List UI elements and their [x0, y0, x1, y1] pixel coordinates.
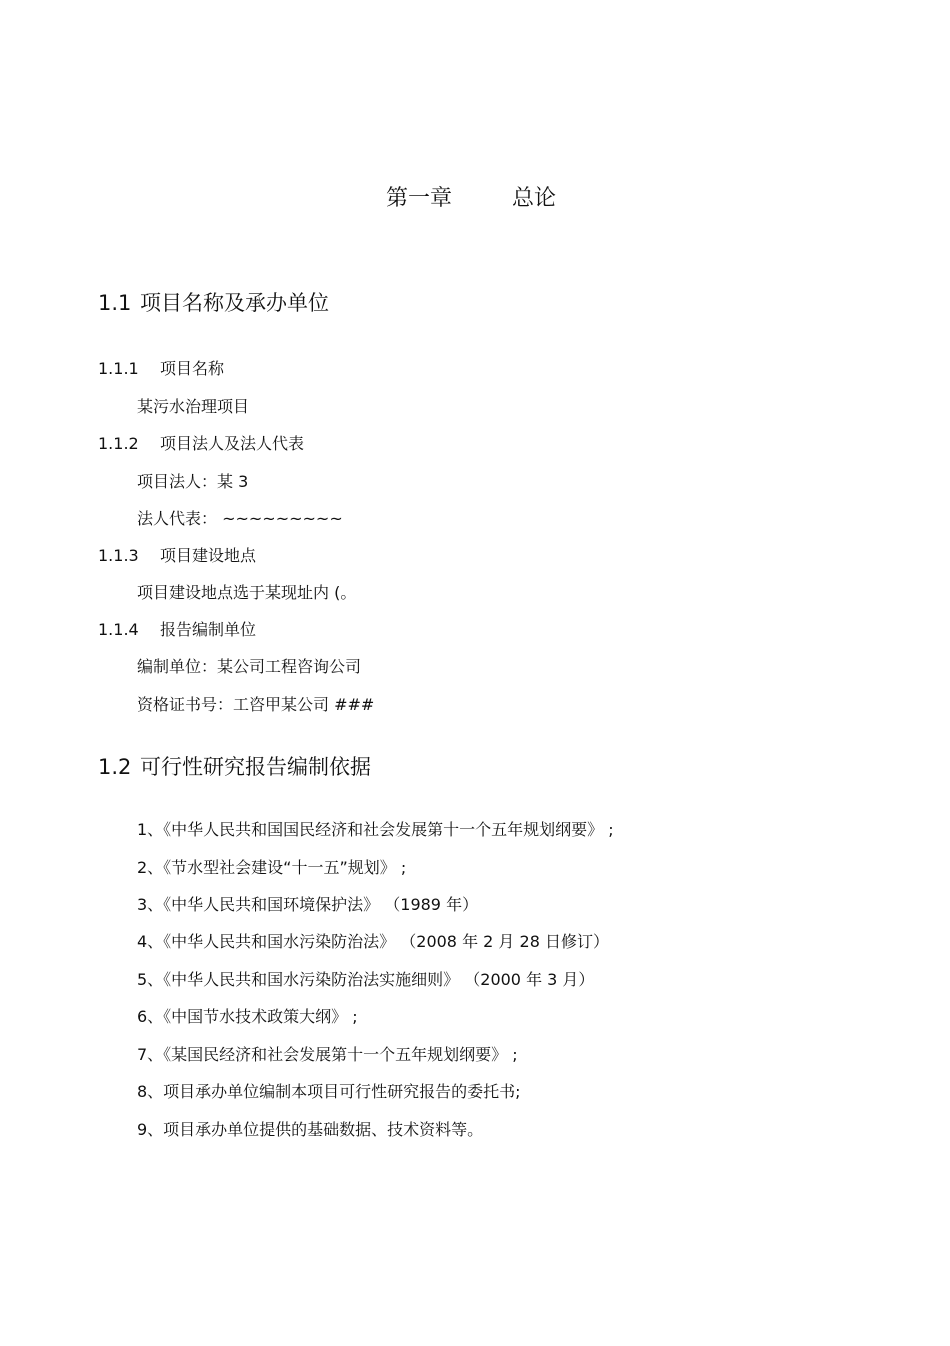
- certificate-text: 资格证书号：工咨甲某公司 ###: [137, 695, 375, 714]
- legal-representative-text: 法人代表： ~~~~~~~~~: [137, 509, 343, 528]
- basis-list-item: 9、项目承办单位提供的基础数据、技术资料等。: [137, 1120, 484, 1139]
- basis-list-item: 2、《节水型社会建设“十一五”规划》 ;: [137, 858, 407, 877]
- section-title: 项目名称及承办单位: [140, 291, 329, 315]
- section-title: 可行性研究报告编制依据: [140, 755, 371, 779]
- subsection-number: 1.1.1: [98, 359, 139, 378]
- subsection-number: 1.1.4: [98, 620, 139, 639]
- basis-list-item: 8、项目承办单位编制本项目可行性研究报告的委托书;: [137, 1082, 521, 1101]
- section-heading-1-2: [98, 757, 371, 778]
- subsection-title: 项目建设地点: [160, 546, 257, 565]
- chapter-heading: [386, 188, 556, 210]
- subsection-title: 报告编制单位: [160, 620, 257, 639]
- section-number: 1.1: [98, 291, 132, 315]
- subsection-title: 项目名称: [160, 359, 225, 378]
- chapter-title: 总论: [512, 186, 557, 211]
- legal-person-text: 项目法人：某 3: [137, 472, 249, 491]
- project-name-text: 某污水治理项目: [137, 397, 250, 416]
- subsection-number: 1.1.2: [98, 434, 139, 453]
- basis-list-item: 3、《中华人民共和国环境保护法》 （1989 年）: [137, 895, 479, 914]
- section-heading-1-1: [98, 293, 329, 314]
- location-text: 项目建设地点选于某现址内 (。: [137, 583, 357, 602]
- subsection-number: 1.1.3: [98, 546, 139, 565]
- subsection-heading-1-1-3: [98, 548, 256, 564]
- subsection-heading-1-1-1: [98, 361, 224, 377]
- basis-list-item: 7、《某国民经济和社会发展第十一个五年规划纲要》 ;: [137, 1045, 518, 1064]
- subsection-heading-1-1-4: [98, 622, 256, 638]
- basis-list-item: 5、《中华人民共和国水污染防治法实施细则》 （2000 年 3 月）: [137, 970, 595, 989]
- basis-list-item: 6、《中国节水技术政策大纲》 ;: [137, 1007, 358, 1026]
- subsection-heading-1-1-2: [98, 436, 304, 452]
- section-number: 1.2: [98, 755, 132, 779]
- chapter-label: 第一章: [386, 186, 453, 211]
- compiler-text: 编制单位：某公司工程咨询公司: [137, 657, 362, 676]
- basis-list-item: 1、《中华人民共和国国民经济和社会发展第十一个五年规划纲要》 ;: [137, 820, 614, 839]
- basis-list-item: 4、《中华人民共和国水污染防治法》 （2008 年 2 月 28 日修订）: [137, 932, 609, 951]
- subsection-title: 项目法人及法人代表: [160, 434, 305, 453]
